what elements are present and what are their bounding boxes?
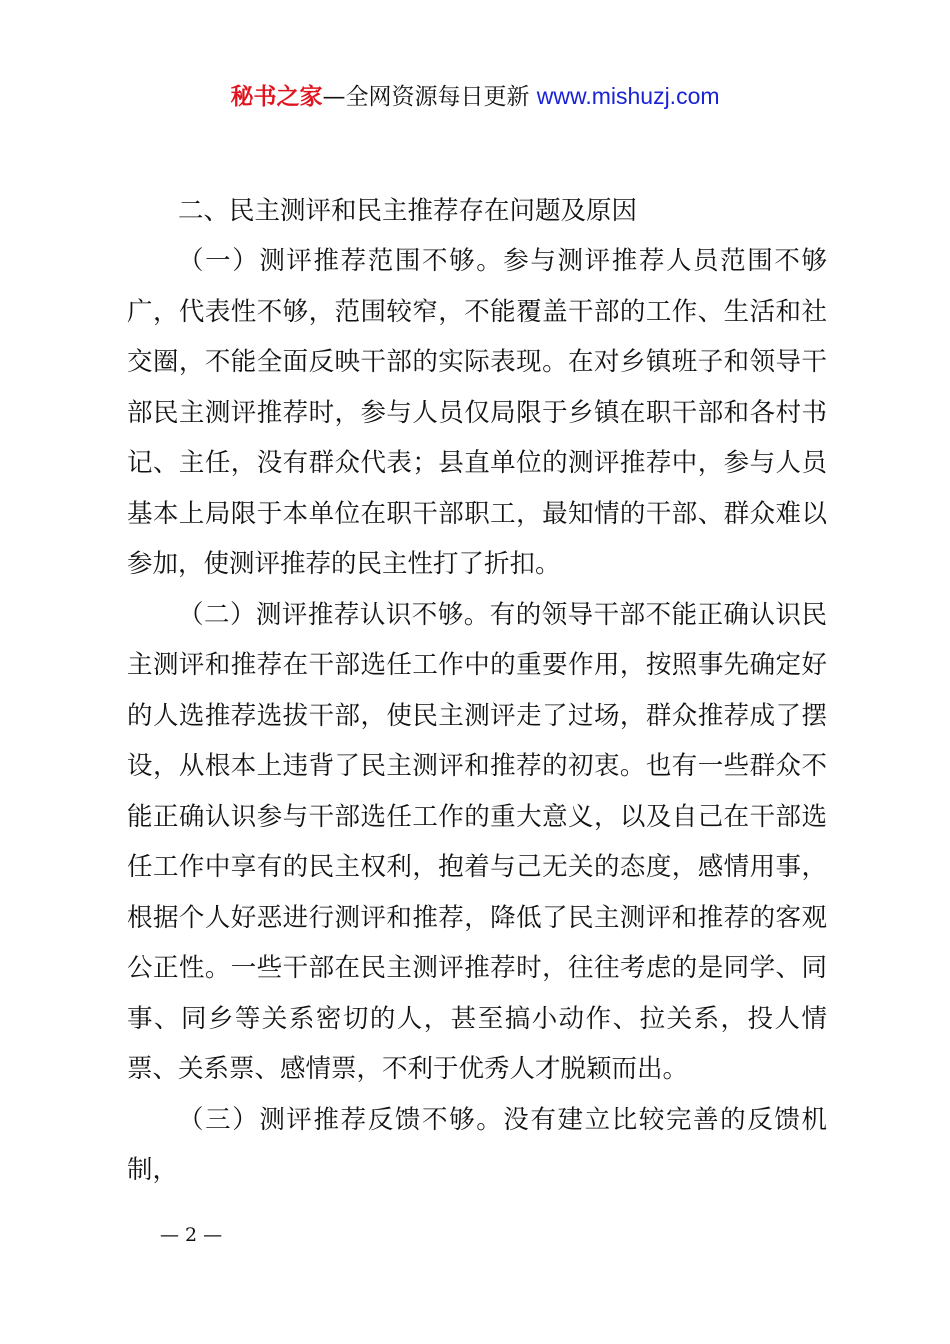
brand-name: 秘书之家 xyxy=(230,84,323,110)
site-url-link[interactable]: www.mishuzj.com xyxy=(536,83,720,109)
paragraph-scope: （一）测评推荐范围不够。参与测评推荐人员范围不够广，代表性不够，范围较窄，不能覆盖干部的工作、生活和社交圈，不能全面反映干部的实际表现。在对乡镇班子和领导干部民主测评推荐时，参与人员仅局限于乡镇在职干部和各村书记、主任，没有群众代表；县直单位的测评推荐中，参与人员基本上局限于本单位在职干部职工，最知情的干部、群众难以参加，使测评推荐的民主性打了折扣。 xyxy=(127,246,827,579)
header-tagline: —全网资源每日更新 xyxy=(322,84,537,110)
document-body xyxy=(127,186,827,1196)
section-heading: 二、民主测评和民主推荐存在问题及原因 xyxy=(178,196,638,226)
paragraph-feedback: （三）测评推荐反馈不够。没有建立比较完善的反馈机制， xyxy=(127,1104,827,1185)
site-header xyxy=(0,80,950,113)
paragraph-awareness: （二）测评推荐认识不够。有的领导干部不能正确认识民主测评和推荐在干部选任工作中的重要作用，按照事先确定好的人选推荐选拔干部，使民主测评走了过场，群众推荐成了摆设，从根本上违背了民主测评和推荐的初衷。也有一些群众不能正确认识参与干部选任工作的重大意义，以及自己在干部选任工作中享有的民主权利，抱着与己无关的态度，感情用事，根据个人好恶进行测评和推荐，降低了民主测评和推荐的客观公正性。一些干部在民主测评推荐时，往往考虑的是同学、同事、同乡等关系密切的人，甚至搞小动作、拉关系，投人情票、关系票、感情票，不利于优秀人才脱颖而出。 xyxy=(127,599,827,1084)
page-number: — 2 — xyxy=(160,1224,223,1246)
